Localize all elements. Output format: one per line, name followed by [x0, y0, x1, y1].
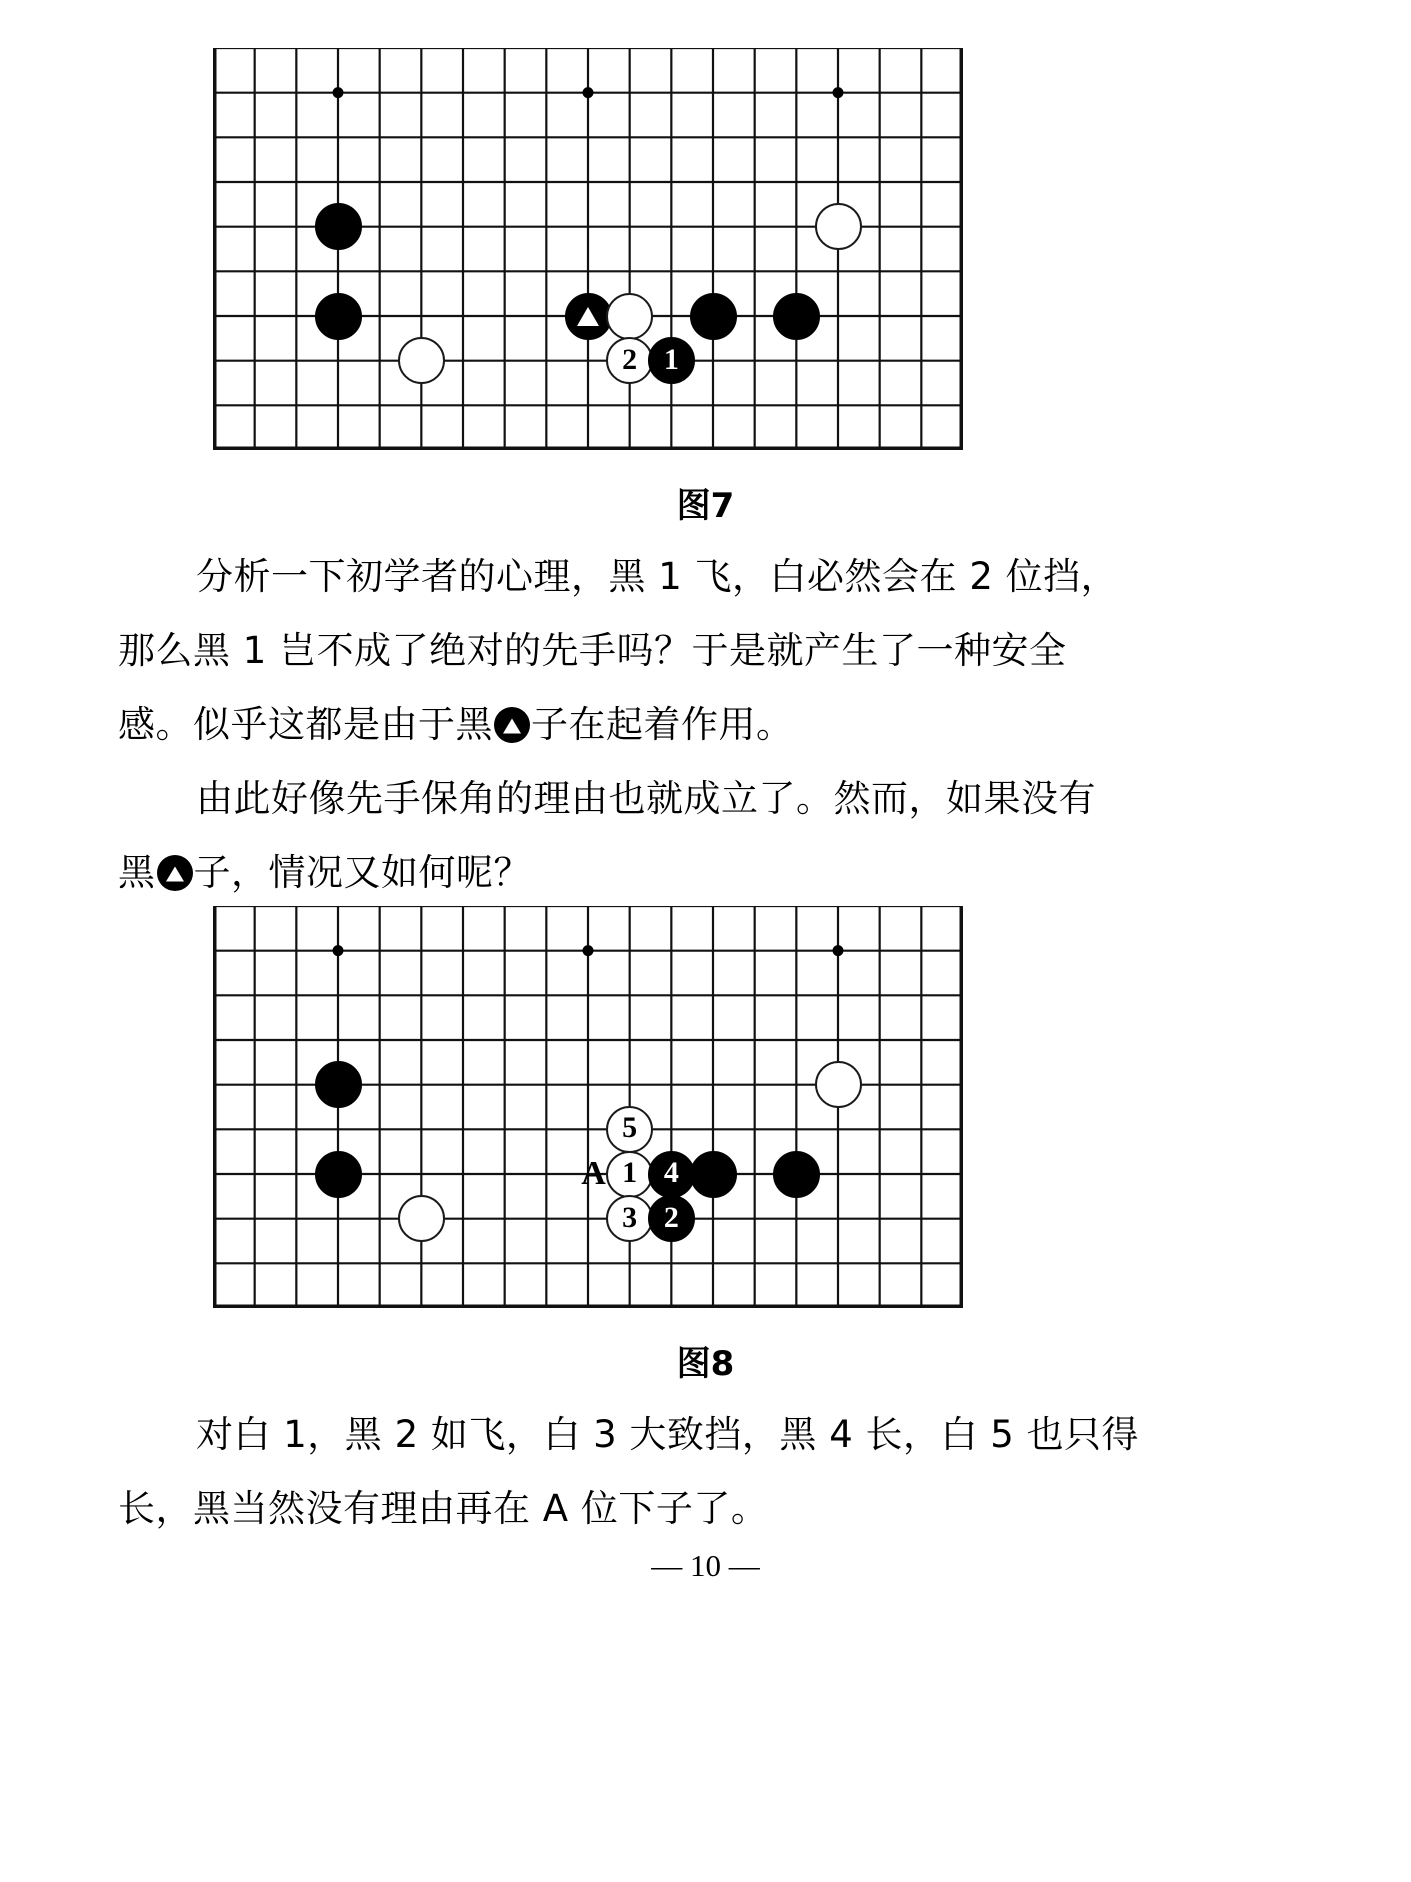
stone-black-triangle-marked[interactable]: [565, 293, 612, 340]
stone-white[interactable]: [606, 293, 653, 340]
stone-white[interactable]: [815, 203, 862, 250]
go-board-figure-7[interactable]: [213, 48, 963, 450]
stone-white[interactable]: [398, 1195, 445, 1242]
stone-black[interactable]: [773, 293, 820, 340]
paragraph-3-line-2-text: 长，黑当然没有理由再在 A 位下子了。: [118, 1487, 769, 1530]
paragraph-2-line-1-text: 由此好像先手保角的理由也就成立了。然而，如果没有: [196, 777, 1096, 820]
stone-move-number: 2: [622, 342, 638, 376]
paragraph-1-line-3-text-a: 感。似乎这都是由于黑: [118, 703, 493, 746]
stone-move-number: 1: [663, 342, 679, 376]
stone-move-number: 2: [663, 1200, 679, 1234]
stone-black[interactable]: [315, 1151, 362, 1198]
stone-black-move-2[interactable]: [648, 1195, 695, 1242]
paragraph-2-line-2: [118, 836, 1298, 910]
stone-white[interactable]: [815, 1061, 862, 1108]
stone-move-number: 3: [622, 1200, 638, 1234]
board-stones-figure-7: [213, 48, 963, 450]
paragraph-1-line-3-text-b: 子在起着作用。: [531, 703, 794, 746]
board-point-label-a: A: [581, 1155, 606, 1192]
figure-8-caption: 图8: [676, 1344, 735, 1384]
stone-white-move-2[interactable]: [606, 337, 653, 384]
paragraph-1-line-2-text: 那么黑 1 岂不成了绝对的先手吗？于是就产生了一种安全: [118, 629, 1067, 672]
stone-white-move-1[interactable]: [606, 1151, 653, 1198]
paragraph-3-line-1: [118, 1398, 1298, 1472]
triangle-marked-black-stone-icon: [494, 707, 530, 743]
stone-black[interactable]: [773, 1151, 820, 1198]
stone-move-number: 4: [663, 1156, 679, 1189]
paragraph-3-line-2: [118, 1472, 1298, 1546]
go-board-figure-8[interactable]: [213, 906, 963, 1308]
paragraph-2-line-2-text-a: 黑: [118, 851, 156, 894]
triangle-marker-icon: [577, 307, 599, 326]
stone-black[interactable]: [315, 203, 362, 250]
stone-black[interactable]: [315, 1061, 362, 1108]
board-stones-figure-8: [213, 906, 963, 1308]
paragraph-1-line-2: [118, 614, 1298, 688]
stone-black[interactable]: [690, 293, 737, 340]
stone-black[interactable]: [315, 293, 362, 340]
stone-move-number: 1: [622, 1156, 638, 1189]
triangle-marked-black-stone-icon: [157, 855, 193, 891]
stone-black-move-1[interactable]: [648, 337, 695, 384]
paragraph-2-line-2-text-b: 子，情况又如何呢？: [193, 851, 531, 894]
stone-white-move-3[interactable]: [606, 1195, 653, 1242]
stone-move-number: 5: [622, 1111, 638, 1145]
stone-white[interactable]: [398, 337, 445, 384]
paragraph-3-line-1-text: 对白 1，黑 2 如飞，白 3 大致挡，黑 4 长，白 5 也只得: [196, 1413, 1140, 1456]
paragraph-1-line-1-text: 分析一下初学者的心理，黑 1 飞，白必然会在 2 位挡，: [196, 555, 1119, 598]
figure-7-caption: 图7: [676, 486, 735, 526]
paragraph-1-line-3: [118, 688, 1298, 762]
page-number: — 10 —: [651, 1548, 760, 1583]
stone-white-move-5[interactable]: [606, 1106, 653, 1153]
paragraph-1-line-1: [118, 540, 1298, 614]
paragraph-2-line-1: [118, 762, 1298, 836]
stone-black[interactable]: [690, 1151, 737, 1198]
stone-black-move-4[interactable]: [648, 1151, 695, 1198]
